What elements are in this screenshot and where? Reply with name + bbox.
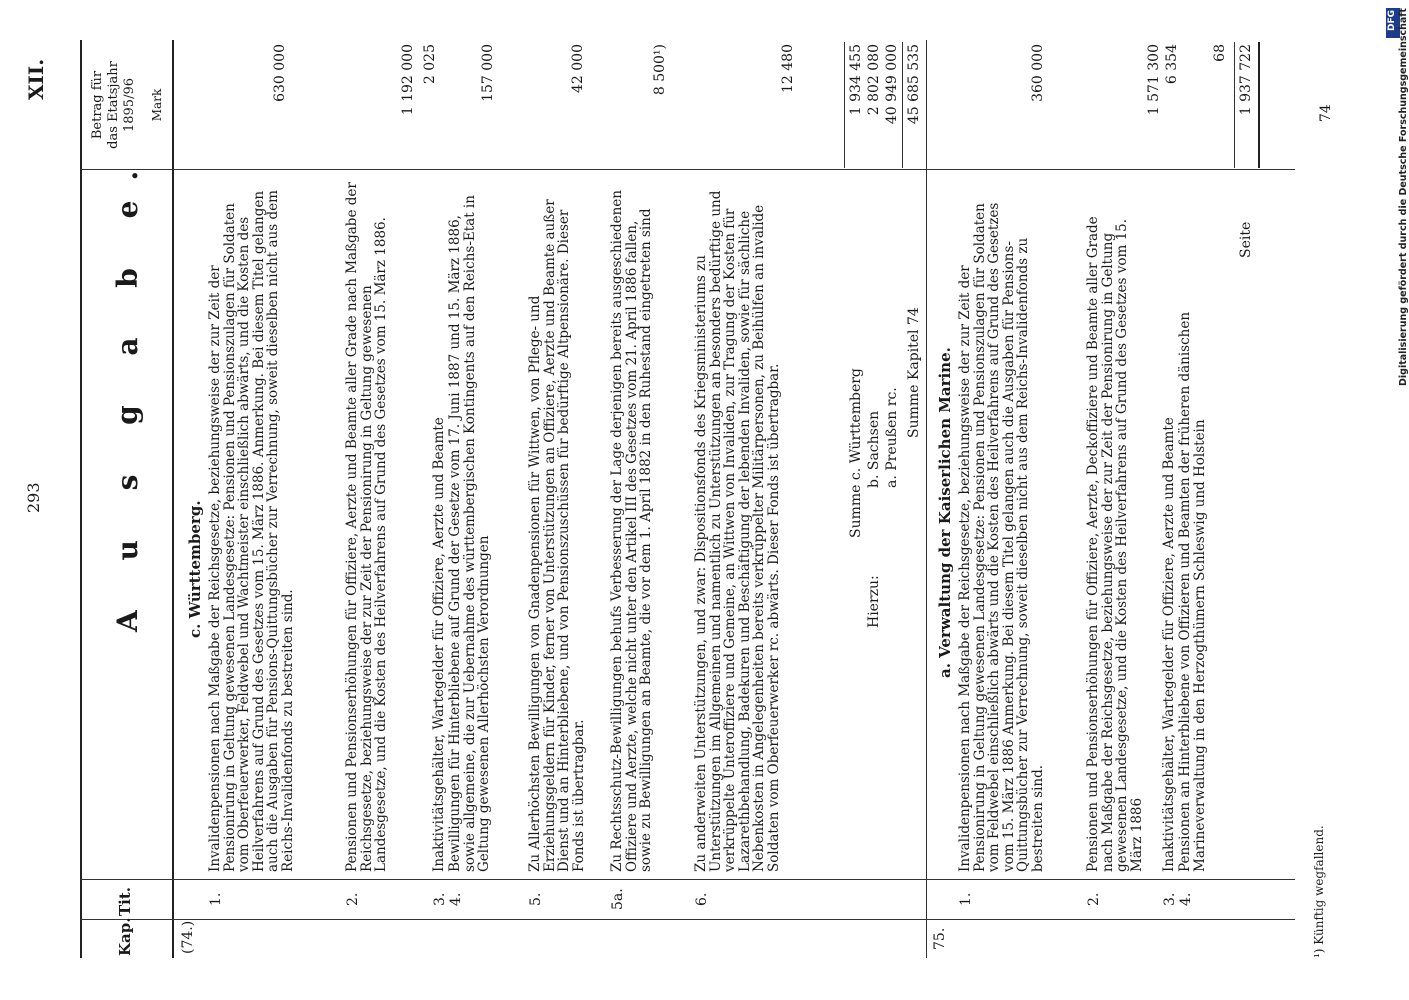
- item-text: Zu anderweiten Unterstützungen, und zwar: Dispositionsfonds des Kriegsministeriums zu Unterstützungen im Allgemeinen und namentlich zu Unterstützungen an besonders bedürftige und verkrüppelte Unteroffiziere und Gemeine, an Wittwen von Invaliden, zur Tragung der Kosten für Lazarethbehandlung, Badekuren und Beschäftigung der lebenden Invaliden, sowie für sächliche Nebenkosten in Angelegenheiten bereits verkrüppelter Militärpersonen, zu Beihülfen an invalide Soldaten vom Oberfeuerwerker rc. abwärts. Dieser Fonds ist übertragbar.: [693, 190, 782, 872]
- page-title: A u s g a b e.: [111, 150, 144, 632]
- item-amount: 68: [1212, 44, 1228, 62]
- item-text: Invalidenpensionen nach Maßgabe der Reichsgesetze, beziehungsweise der zur Zeit der Pensionirung in Geltung gewesenen Landesgesetze: Pensionen und Pensionszulagen für Soldaten vom Feldwebel einschließlich abwärts und die Kosten des Heilverfahrens auf Grund des Gesetzes vom 15. März 1886 Anmerkung. Bei diesem Titel gelangen auch die Ausgaben für Pensions-Quittungsbücher zur Verrechnung, soweit dieselben nicht aus dem Reichs-Invalidenfonds zu bestreiten sind.: [957, 202, 1046, 872]
- page-total-label: Seite: [1238, 221, 1254, 258]
- subtotal-label: a. Preußen rc.: [884, 387, 900, 488]
- page-number: 293: [24, 482, 43, 513]
- column-header-tit: Tit.: [116, 886, 134, 916]
- item-amount: 360 000: [1030, 44, 1046, 102]
- chapter-total-amount: 45 685 535: [906, 44, 922, 125]
- title-number: 4.: [448, 892, 464, 906]
- title-number: 3.: [1162, 892, 1178, 906]
- title-number: 2.: [1086, 892, 1102, 906]
- digitization-note: Digitalisierung gefördert durch die Deutsche Forschungsgemeinschaft: [1398, 8, 1409, 386]
- section-number: XII.: [24, 58, 48, 100]
- column-header-unit: Mark: [150, 88, 164, 122]
- item-amount: 2 025: [422, 44, 438, 85]
- title-number: 1.: [958, 892, 974, 906]
- page-total-amount: 1 937 722: [1238, 44, 1254, 116]
- item-text: Zu Allerhöchsten Bewilligungen von Gnadenpensionen für Wittwen, von Pflege- und Erziehungsgeldern für Kinder, ferner von Unterstützungen an Offiziere, Aerzte und Beamte außer Dienst und an Hinterbliebene, und von Pensionszuschüssen für bedürftige Altpensionäre. Dieser Fonds ist übertragbar.: [527, 199, 587, 872]
- budget-table: [80, 40, 1295, 958]
- item-text: Pensionen und Pensionserhöhungen für Offiziere, Aerzte, Deckoffiziere und Beamte aller Grade nach Maßgabe der Reichsgesetze, beziehungsweise der zur Zeit der Pensionirung in Geltung gewesenen Landesgesetze, und die Kosten des Heilverfahrens auf Grund des Gesetzes vom 15. März 1886: [1085, 216, 1145, 872]
- title-number: 2.: [345, 892, 361, 906]
- section-heading: a. Verwaltung der Kaiserlichen Marine.: [936, 347, 954, 678]
- subtotal-amount: 2 802 080: [866, 44, 882, 116]
- item-text: Pensionen an Hinterbliebene von Offizieren und Beamten der früheren dänischen Marineverwaltung in den Herzogthümern Schleswig und Holstein: [1177, 311, 1208, 872]
- subtotal-label: Summe c. Württemberg: [848, 368, 864, 538]
- chapter-number: 75.: [932, 927, 948, 950]
- subtotal-label: b. Sachsen: [866, 410, 882, 488]
- item-amount: 1 192 000: [400, 44, 416, 116]
- item-text: Pensionen und Pensionserhöhungen für Offiziere, Aerzte und Beamte aller Grade nach Maßgabe der Reichsgesetze, beziehungsweise der zur Zeit der Pensionirung in Geltung gewesenen Landesgesetze, und die Kosten des Heilverfahrens auf Grund des Gesetzes vom 15. März 1886.: [344, 182, 389, 872]
- addition-label: Hierzu:: [866, 575, 882, 628]
- item-amount: 630 000: [272, 44, 288, 102]
- column-header-kap: Kap.: [116, 917, 134, 956]
- title-number: 5.: [528, 892, 544, 906]
- item-amount: 157 000: [480, 44, 496, 102]
- item-text: Inaktivitätsgehälter, Wartegelder für Offiziere, Aerzte und Beamte: [1161, 417, 1177, 872]
- title-number: 4.: [1178, 892, 1194, 906]
- footnote: ¹) Künftig wegfallend.: [1312, 825, 1326, 958]
- chapter-total-label: Summe Kapitel 74: [906, 307, 922, 438]
- title-number: 3.: [432, 892, 448, 906]
- item-amount: 6 354: [1164, 44, 1180, 85]
- subtotal-amount: 1 934 455: [848, 44, 864, 116]
- column-header-amount: [90, 42, 138, 168]
- item-amount: 1 571 300: [1146, 44, 1162, 116]
- item-text: Bewilligungen für Hinterbliebene auf Grund der Gesetze vom 17. Juni 1887 und 15. März 1886, sowie allgemeine, die zur Uebernahme des württembergischen Kontingents auf den Reichs-Etat in Geltung gewesenen Allerhöchsten Verordnungen: [447, 195, 492, 872]
- item-amount: 12 480: [780, 44, 796, 93]
- subtotal-amount: 40 949 000: [884, 44, 900, 125]
- amount-header-line: 1895/96: [122, 78, 137, 133]
- amount-header-line: das Etatsjahr: [106, 61, 121, 149]
- item-amount: 8 500¹): [652, 44, 668, 96]
- title-number: 6.: [694, 892, 710, 906]
- title-number: 1.: [208, 892, 224, 906]
- logo-text: DFG: [1387, 9, 1397, 31]
- section-heading: c. Württemberg.: [186, 500, 204, 638]
- item-text: Invalidenpensionen nach Maßgabe der Reichsgesetze, beziehungsweise der zur Zeit der Pensionirung in Geltung gewesenen Landesgesetze: Pensionen und Pensionszulagen für Soldaten vom Oberfeuerwerker, Feldwebel und Wachtmeister einschließlich abwärts, und die Kosten des Heilverfahrens auf Grund des Gesetzes vom 15. März 1886. Anmerkung. Bei diesem Titel gelangen auch die Ausgaben für Pensions-Quittungsbücher zur Verrechnung, soweit dieselben nicht aus dem Reichs-Invalidenfonds zu bestreiten sind.: [207, 190, 296, 872]
- item-text: Inaktivitätsgehälter, Wartegelder für Offiziere, Aerzte und Beamte: [431, 417, 447, 872]
- title-number: 5a.: [610, 888, 626, 910]
- item-text: Zu Rechtsschutz-Bewilligungen behufs Verbesserung der Lage derjenigen bereits ausgeschiedenen Offiziere und Aerzte, welche nicht unter den Artikel III des Gesetzes vom 21. April 1886 fallen, sowie zu Bewilligungen an Beamte, die vor dem 1. April 1882 in den Ruhestand eingetreten sind: [609, 190, 654, 872]
- side-page-number: 74: [1318, 104, 1334, 122]
- chapter-number: (74.): [180, 920, 196, 954]
- amount-header-line: Betrag für: [90, 70, 105, 140]
- item-amount: 42 000: [570, 44, 586, 93]
